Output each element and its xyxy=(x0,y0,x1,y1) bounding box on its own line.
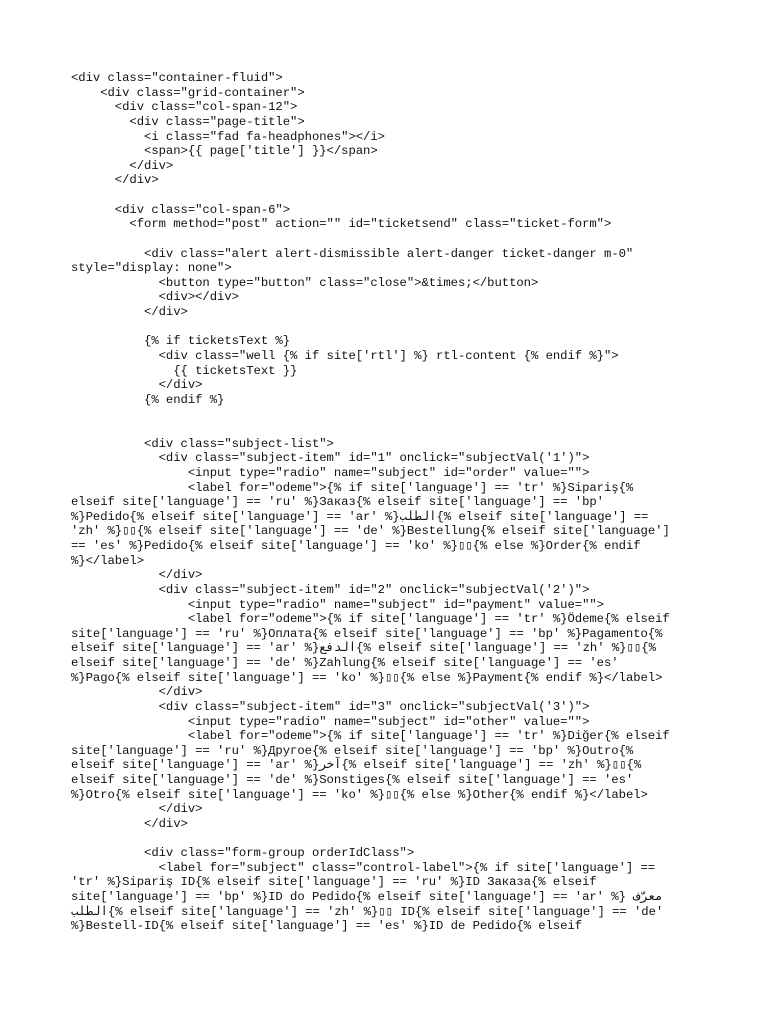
code-line: elseif site['language'] == 'ru' %}Заказ{% elseif site['language'] == 'bp' xyxy=(71,495,604,510)
code-line: elseif site['language'] == 'de' %}Zahlung{% elseif site['language'] == 'es' xyxy=(71,656,619,670)
code-line: <div class="form-group orderIdClass"> xyxy=(71,846,415,861)
code-line: style="display: none"> xyxy=(71,261,232,276)
code-line: 'tr' %}Sipariş ID{% elseif site['language'] == 'ru' %}ID Заказа{% elseif xyxy=(71,875,597,890)
code-listing xyxy=(71,71,711,934)
code-line xyxy=(71,832,711,847)
code-line: elseif site['language'] == 'de' %}Sonstiges{% elseif site['language'] == 'es' xyxy=(71,773,634,787)
code-line: <div class="grid-container"> xyxy=(71,85,305,100)
code-line: </div> xyxy=(71,378,203,393)
code-line: <span>{{ page['title'] }}</span> xyxy=(71,144,378,159)
code-line: <label for="subject" class="control-label">{% if site['language'] == xyxy=(71,860,656,875)
code-line: %}Bestell-ID{% elseif site['language'] == 'es' %}ID de Pedido{% elseif xyxy=(71,919,583,934)
code-line xyxy=(71,232,711,247)
code-line xyxy=(71,320,711,335)
code-line: <label for="odeme">{% if site['language'] == 'tr' %}Sipariş{% xyxy=(71,480,634,495)
code-line: <div class="container-fluid"> xyxy=(71,71,283,85)
code-line: <button type="button" class="close">&times;</button> xyxy=(71,275,539,290)
code-line: site['language'] == 'ru' %}Оплата{% elseif site['language'] == 'bp' %}Pagamento{% xyxy=(71,626,663,641)
code-line: %}Otro{% elseif site['language'] == 'ko' %}▯▯{% else %}Other{% endif %}</label> xyxy=(71,787,648,802)
code-line: <input type="radio" name="subject" id="order" value=""> xyxy=(71,465,590,480)
code-line: {% endif %} xyxy=(71,392,225,407)
code-line: %}</label> xyxy=(71,553,145,568)
code-line: </div> xyxy=(71,158,174,173)
code-line: %}Pedido{% elseif site['language'] == 'ar' %}الطلب{% elseif site['language'] == xyxy=(71,509,649,524)
code-line: elseif site['language'] == 'ar' %}آخر{% elseif site['language'] == 'zh' %}▯▯{% xyxy=(71,758,642,773)
code-line: <div class="subject-item" id="2" onclick="subjectVal('2')"> xyxy=(71,582,590,597)
code-line: </div> xyxy=(71,802,203,817)
code-line: <div class="page-title"> xyxy=(71,114,305,129)
code-line: <div class="well {% if site['rtl'] %} rtl-content {% endif %}"> xyxy=(71,348,619,363)
code-line: <div class="subject-item" id="3" onclick="subjectVal('3')"> xyxy=(71,699,590,714)
code-line: site['language'] == 'ru' %}Другое{% elseif site['language'] == 'bp' %}Outro{% xyxy=(71,743,634,758)
code-line xyxy=(71,188,711,203)
code-line: == 'es' %}Pedido{% elseif site['language'] == 'ko' %}▯▯{% else %}Order{% endif xyxy=(71,539,641,553)
code-line: </div> xyxy=(71,816,188,831)
code-line: </div> xyxy=(71,305,188,319)
code-line: </div> xyxy=(71,568,203,583)
code-line: {% if ticketsText %} xyxy=(71,334,291,349)
code-line: </div> xyxy=(71,685,203,700)
code-line xyxy=(71,407,711,422)
code-line: <label for="odeme">{% if site['language'] == 'tr' %}Ödeme{% elseif xyxy=(71,612,670,627)
code-line: <form method="post" action="" id="ticketsend" class="ticket-form"> xyxy=(71,217,612,232)
code-line: <input type="radio" name="subject" id="payment" value=""> xyxy=(71,597,604,612)
code-line: elseif site['language'] == 'ar' %}الدفع{% elseif site['language'] == 'zh' %}▯▯{% xyxy=(71,641,656,656)
code-line: </div> xyxy=(71,173,159,188)
code-line: الطلب{% elseif site['language'] == 'zh' %}▯▯ ID{% elseif site['language'] == 'de' xyxy=(71,904,664,919)
code-line: <i class="fad fa-headphones"></i> xyxy=(71,129,385,144)
code-line: {{ ticketsText }} xyxy=(71,363,298,378)
code-line xyxy=(71,422,711,437)
code-line: %}Pago{% elseif site['language'] == 'ko' %}▯▯{% else %}Payment{% endif %}</label> xyxy=(71,670,663,685)
code-line: <div class="col-span-12"> xyxy=(71,100,298,115)
code-line: site['language'] == 'bp' %}ID do Pedido{% elseif site['language'] == 'ar' %} معرّف xyxy=(71,890,663,904)
code-line: 'zh' %}▯▯{% elseif site['language'] == 'de' %}Bestellung{% elseif site['language'] xyxy=(71,524,670,539)
code-line: <div></div> xyxy=(71,290,239,305)
code-line: <div class="subject-item" id="1" onclick="subjectVal('1')"> xyxy=(71,451,590,466)
code-line: <label for="odeme">{% if site['language'] == 'tr' %}Diğer{% elseif xyxy=(71,729,670,744)
code-line: <div class="alert alert-dismissible alert-danger ticket-danger m-0" xyxy=(71,246,634,261)
code-line: <div class="subject-list"> xyxy=(71,436,334,451)
code-line: <input type="radio" name="subject" id="other" value=""> xyxy=(71,714,590,729)
code-line: <div class="col-span-6"> xyxy=(71,202,291,217)
